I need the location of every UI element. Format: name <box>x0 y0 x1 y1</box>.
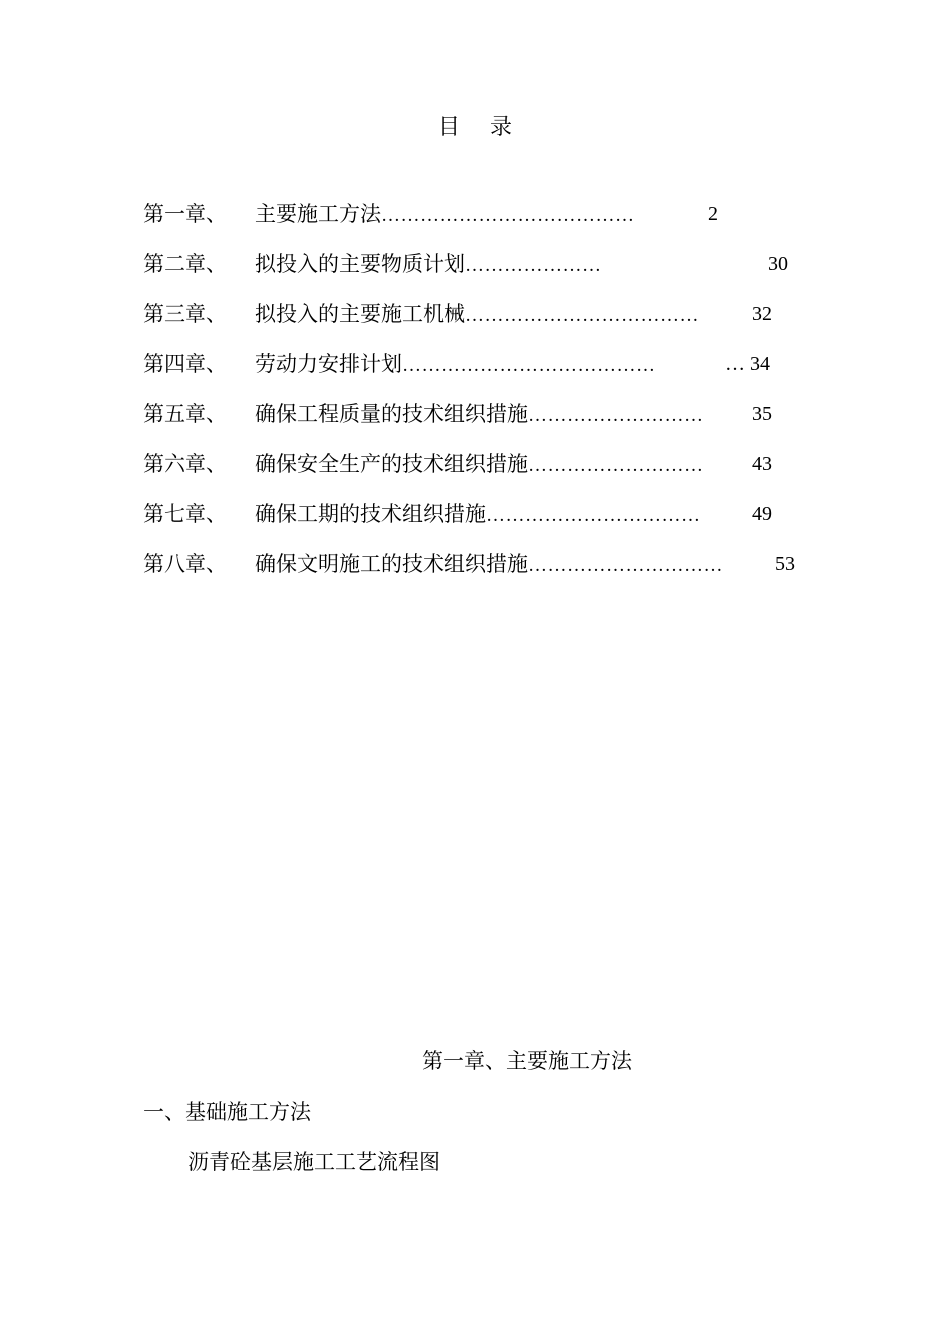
toc-title: 拟投入的主要物质计划 <box>255 252 465 276</box>
toc-entry[interactable] <box>143 549 795 579</box>
toc-title: 劳动力安排计划 <box>255 352 402 376</box>
toc-title: 确保安全生产的技术组织措施 <box>255 452 528 476</box>
toc-page-number: 2 <box>708 203 718 225</box>
toc-title: 确保工程质量的技术组织措施 <box>255 402 528 426</box>
toc-chapter-label: 第四章、 <box>143 352 227 376</box>
toc-title: 主要施工方法 <box>255 202 381 226</box>
toc-entry[interactable] <box>143 249 788 279</box>
toc-entry[interactable] <box>143 199 718 229</box>
toc-leader-dots: ………………………………… <box>381 205 635 226</box>
toc-chapter-label: 第二章、 <box>143 252 227 276</box>
toc-entry[interactable] <box>143 349 770 379</box>
toc-entry[interactable] <box>143 449 772 479</box>
toc-page-number: 35 <box>752 403 772 425</box>
subsection-heading: 沥青砼基层施工工艺流程图 <box>188 1150 440 1174</box>
toc-heading <box>0 110 950 141</box>
toc-title: 确保文明施工的技术组织措施 <box>255 552 528 576</box>
toc-heading-char-2: 录 <box>490 115 513 140</box>
toc-leader-dots: ……………………… <box>528 455 704 476</box>
toc-page-number: 53 <box>775 553 795 575</box>
toc-heading-char-1: 目 <box>437 115 460 140</box>
toc-page-number: 43 <box>752 453 772 475</box>
toc-chapter-label: 第三章、 <box>143 302 227 326</box>
toc-leader-dots: ……………………………… <box>465 305 699 326</box>
toc-leader-dots: ………………… <box>465 255 602 276</box>
section-heading: 一、基础施工方法 <box>143 1100 311 1124</box>
toc-leader-dots: ………………………………… <box>402 355 656 376</box>
toc-title: 拟投入的主要施工机械 <box>255 302 465 326</box>
toc-chapter-label: 第八章、 <box>143 552 227 576</box>
toc-leader-dots: …………………………… <box>486 505 701 526</box>
toc-leader-dots: ………………………… <box>528 555 723 576</box>
toc-chapter-label: 第五章、 <box>143 402 227 426</box>
toc-page-number: 32 <box>752 303 772 325</box>
toc-entry[interactable] <box>143 499 772 529</box>
toc-page-number: … 34 <box>725 353 770 375</box>
toc-page-number: 30 <box>768 253 788 275</box>
toc-entry[interactable] <box>143 299 772 329</box>
chapter-heading: 第一章、主要施工方法 <box>422 1049 632 1073</box>
toc-chapter-label: 第六章、 <box>143 452 227 476</box>
toc-page-number: 49 <box>752 503 772 525</box>
toc-leader-dots: ……………………… <box>528 405 704 426</box>
toc-chapter-label: 第一章、 <box>143 202 227 226</box>
toc-chapter-label: 第七章、 <box>143 502 227 526</box>
toc-title: 确保工期的技术组织措施 <box>255 502 486 526</box>
toc-entry[interactable] <box>143 399 772 429</box>
